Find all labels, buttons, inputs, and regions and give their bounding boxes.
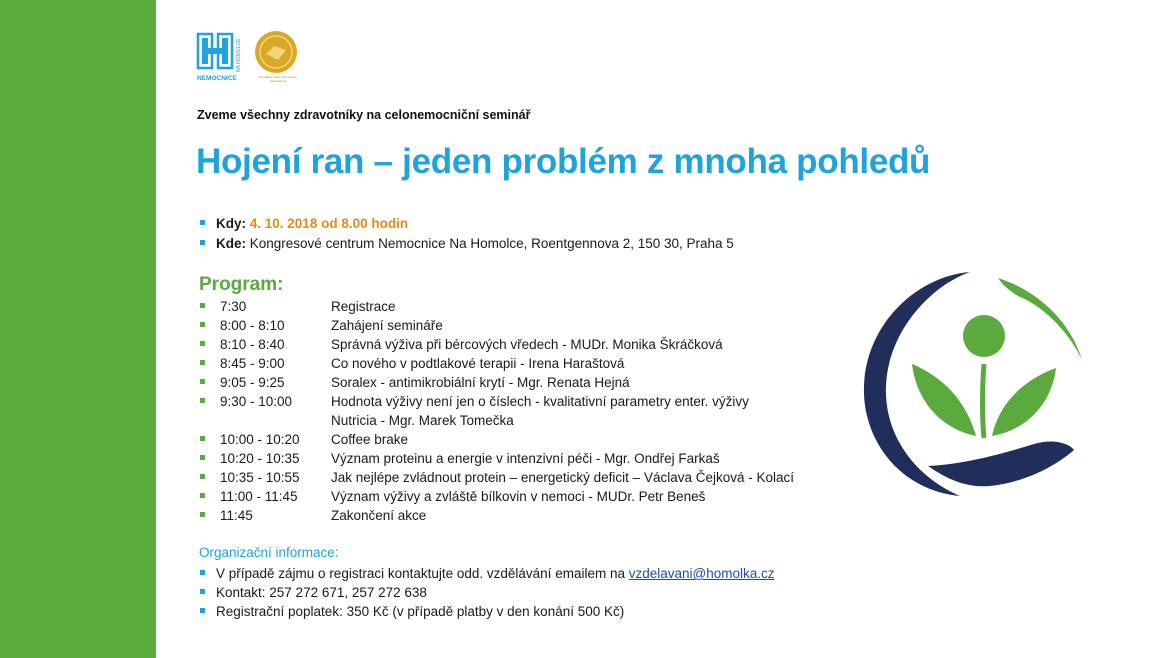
bullet xyxy=(200,303,205,308)
program-desc: Správná výživa při bércových vředech - MUDr. Monika Škráčková xyxy=(331,337,723,352)
program-item xyxy=(200,487,706,506)
event-info xyxy=(200,214,734,254)
left-green-bar xyxy=(0,0,156,658)
program-time: 8:10 - 8:40 xyxy=(220,337,285,352)
bullet xyxy=(200,341,205,346)
program-list xyxy=(200,297,795,525)
hospital-logo-side-text: NA HOMOLCE xyxy=(236,38,242,72)
when-value: 4. 10. 2018 od 8.00 hodin xyxy=(249,216,409,231)
email-link[interactable]: vzdelavani@homolka.cz xyxy=(628,566,775,581)
program-desc: Význam výživy a zvláště bílkovin v nemoci - MUDr. Petr Beneš xyxy=(331,489,706,504)
program-desc: Jak nejlépe zvládnout protein – energetický deficit – Václava Čejková - Kolací xyxy=(331,470,795,485)
program-desc: Význam proteinu a energie v intenzivní péči - Mgr. Ondřej Farkaš xyxy=(331,451,720,466)
program-item xyxy=(200,354,625,373)
program-time: 10:20 - 10:35 xyxy=(220,451,300,466)
program-time: 9:05 - 9:25 xyxy=(220,375,285,390)
bullet xyxy=(200,220,205,225)
program-desc: Co nového v podtlakové terapii - Irena Haraštová xyxy=(331,356,625,371)
program-desc: Registrace xyxy=(331,299,396,314)
hospital-logo xyxy=(196,30,250,84)
when-label: Kdy: xyxy=(216,216,246,231)
hospital-logo-text: NEMOCNICE xyxy=(197,75,237,82)
page-title: Hojení ran – jeden problém z mnoha pohledů xyxy=(196,142,931,181)
bullet xyxy=(200,455,205,460)
program-item xyxy=(200,468,795,487)
org-fee-text: Registrační poplatek: 350 Kč (v případě platby v den konání 500 Kč) xyxy=(216,604,625,619)
program-item xyxy=(200,335,723,354)
seal-caption: Akreditace Joint Commission International xyxy=(258,75,298,83)
bullet xyxy=(200,608,205,613)
program-time: 8:00 - 8:10 xyxy=(220,318,285,333)
bullet xyxy=(200,436,205,441)
care-emblem-icon xyxy=(858,268,1090,500)
bullet xyxy=(200,589,205,594)
bullet xyxy=(200,474,205,479)
org-fee-row xyxy=(200,602,775,621)
bullet xyxy=(200,379,205,384)
program-desc-continuation: Nutricia - Mgr. Marek Tomečka xyxy=(331,413,514,428)
org-registration-row xyxy=(200,564,775,583)
where-row xyxy=(200,234,734,254)
program-time: 11:00 - 11:45 xyxy=(220,489,298,504)
program-item xyxy=(200,506,427,525)
accreditation-seal-icon xyxy=(254,30,298,74)
when-row xyxy=(200,214,734,234)
program-time: 10:35 - 10:55 xyxy=(220,470,300,485)
program-desc: Zakončení akce xyxy=(331,508,427,523)
bullet xyxy=(200,240,205,245)
program-item xyxy=(200,392,749,411)
program-desc: Soralex - antimikrobiální krytí - Mgr. Renata Hejná xyxy=(331,375,630,390)
program-desc: Coffee brake xyxy=(331,432,409,447)
program-heading: Program: xyxy=(199,274,284,295)
bullet xyxy=(200,360,205,365)
program-desc: Zahájení semináře xyxy=(331,318,443,333)
org-registration-text: V případě zájmu o registraci kontaktujte odd. vzdělávání emailem na xyxy=(216,566,629,581)
program-item xyxy=(200,373,630,392)
where-value: Kongresové centrum Nemocnice Na Homolce, Roentgennova 2, 150 30, Praha 5 xyxy=(249,236,734,251)
program-item xyxy=(200,297,396,316)
org-contact-text: Kontakt: 257 272 671, 257 272 638 xyxy=(216,585,427,600)
program-time: 8:45 - 9:00 xyxy=(220,356,285,371)
program-desc: Hodnota výživy není jen o číslech - kvalitativní parametry enter. výživy xyxy=(331,394,749,409)
program-time: 7:30 xyxy=(220,299,247,314)
program-item xyxy=(200,430,409,449)
program-time: 9:30 - 10:00 xyxy=(220,394,293,409)
bullet xyxy=(200,493,205,498)
program-item xyxy=(200,449,720,468)
bullet xyxy=(200,512,205,517)
where-label: Kde: xyxy=(216,236,246,251)
bullet xyxy=(200,398,205,403)
org-info xyxy=(200,564,775,621)
bullet xyxy=(200,570,205,575)
program-item xyxy=(200,316,443,335)
invite-text: Zveme všechny zdravotníky na celonemocniční seminář xyxy=(197,108,531,122)
program-time: 11:45 xyxy=(220,508,253,523)
org-heading: Organizační informace: xyxy=(199,545,339,560)
bullet xyxy=(200,322,205,327)
program-item-continuation xyxy=(200,411,514,430)
org-contact-row xyxy=(200,583,775,602)
program-time: 10:00 - 10:20 xyxy=(220,432,300,447)
